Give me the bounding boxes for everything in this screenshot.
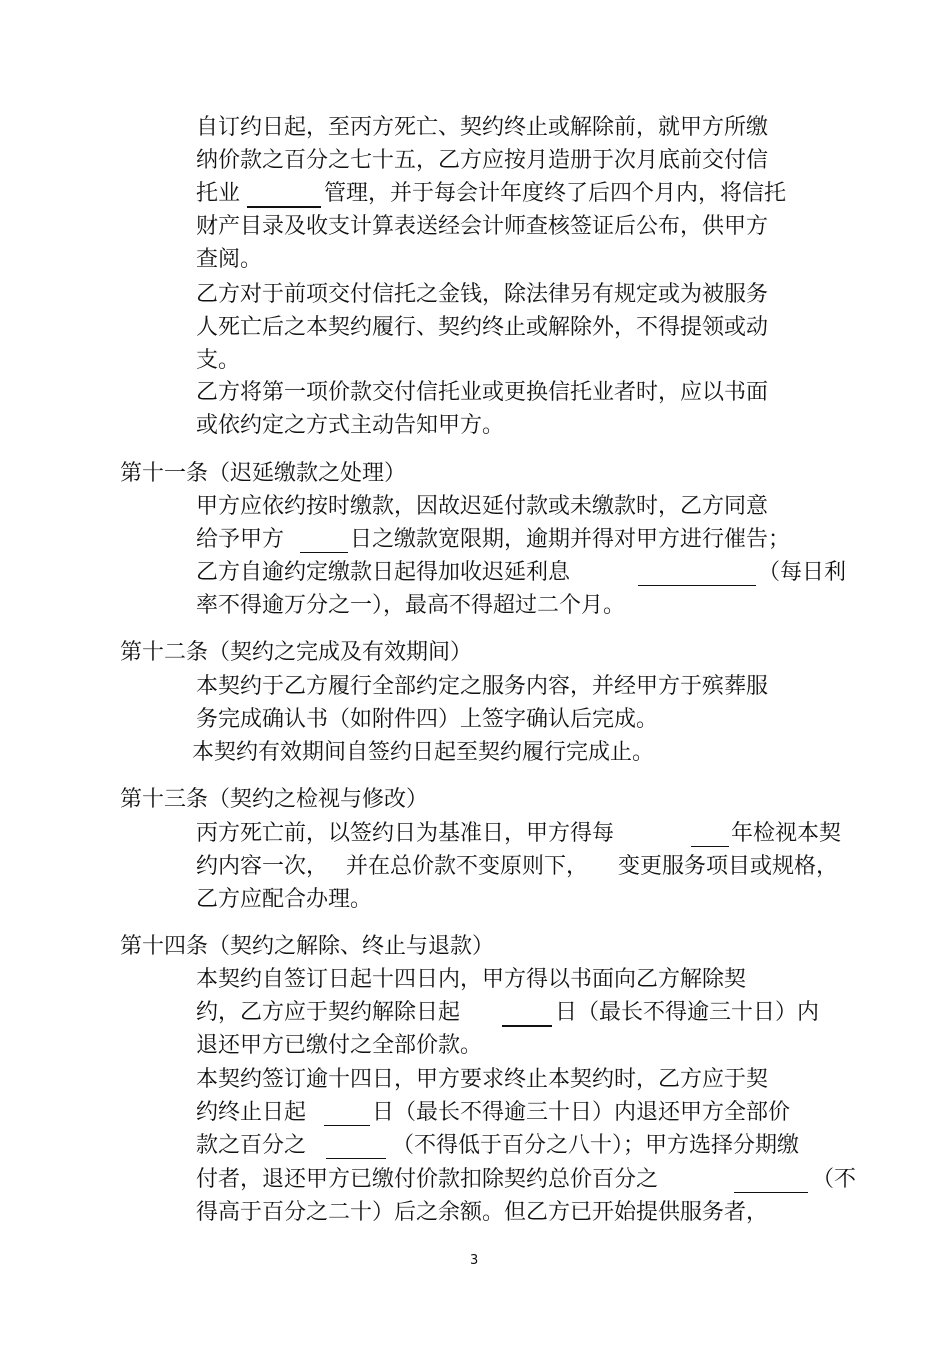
text-line: 管理，并于每会计年度终了后四个月内，将信托 bbox=[324, 181, 787, 206]
article-heading: 第十四条（契约之解除、终止与退款） bbox=[120, 934, 495, 959]
text-line: （不 bbox=[812, 1167, 857, 1192]
article-heading: 第十一条（迟延缴款之处理） bbox=[120, 461, 407, 486]
text-line: 约内容一次， bbox=[196, 854, 329, 879]
text-line: 乙方自逾约定缴款日起得加收迟延利息 bbox=[196, 560, 571, 585]
text-line: 人死亡后之本契约履行、契约终止或解除外，不得提领或动 bbox=[196, 315, 769, 340]
text-line: 乙方应配合办理。 bbox=[196, 887, 373, 912]
fill-blank bbox=[502, 1025, 552, 1027]
text-line: 付者，退还甲方已缴付价款扣除契约总价百分之 bbox=[196, 1167, 659, 1192]
text-line: 查阅。 bbox=[196, 247, 263, 272]
text-line: （每日利 bbox=[758, 560, 847, 585]
text-line: 财产目录及收支计算表送经会计师查核签证后公布，供甲方 bbox=[196, 214, 769, 239]
text-line: 变更服务项目或规格， bbox=[618, 854, 839, 879]
article-heading: 第十二条（契约之完成及有效期间） bbox=[120, 640, 473, 665]
text-line: 务完成确认书（如附件四）上签字确认后完成。 bbox=[196, 707, 659, 732]
page-number: 3 bbox=[470, 1253, 479, 1268]
fill-blank bbox=[734, 1192, 808, 1193]
text-line: 本契约自签订日起十四日内，甲方得以书面向乙方解除契 bbox=[196, 967, 747, 992]
text-line: 约终止日起 bbox=[196, 1100, 307, 1125]
text-line: 本契约签订逾十四日，甲方要求终止本契约时，乙方应于契 bbox=[196, 1067, 769, 1092]
text-line: 率不得逾万分之一），最高不得超过二个月。 bbox=[196, 593, 626, 618]
fill-blank bbox=[691, 846, 729, 847]
fill-blank bbox=[638, 585, 756, 586]
text-line: 或依约定之方式主动告知甲方。 bbox=[196, 413, 505, 438]
text-line: 甲方应依约按时缴款，因故迟延付款或未缴款时，乙方同意 bbox=[196, 494, 769, 519]
text-line: 日（最长不得逾三十日）内退还甲方全部价 bbox=[372, 1100, 791, 1125]
fill-blank bbox=[300, 552, 348, 553]
text-line: 款之百分之 bbox=[196, 1133, 307, 1158]
fill-blank bbox=[326, 1158, 386, 1159]
text-line: 本契约于乙方履行全部约定之服务内容，并经甲方于殡葬服 bbox=[196, 674, 769, 699]
text-line: 日（最长不得逾三十日）内 bbox=[555, 1000, 820, 1025]
text-line: 本契约有效期间自签约日起至契约履行完成止。 bbox=[192, 740, 655, 765]
fill-blank bbox=[247, 206, 321, 208]
text-line: 约，乙方应于契约解除日起 bbox=[196, 1000, 461, 1025]
text-line: 得高于百分之二十）后之余额。但乙方已开始提供服务者， bbox=[196, 1200, 769, 1225]
text-line: （不得低于百分之八十）；甲方选择分期缴 bbox=[392, 1133, 800, 1158]
text-line: 纳价款之百分之七十五，乙方应按月造册于次月底前交付信 bbox=[196, 148, 769, 173]
fill-blank bbox=[324, 1125, 370, 1126]
text-line: 乙方将第一项价款交付信托业或更换信托业者时，应以书面 bbox=[196, 380, 769, 405]
text-line: 乙方对于前项交付信托之金钱，除法律另有规定或为被服务 bbox=[196, 282, 769, 307]
text-line: 支。 bbox=[196, 348, 241, 373]
text-line: 托业 bbox=[196, 181, 241, 206]
text-line: 并在总价款不变原则下， bbox=[346, 854, 589, 879]
text-line: 给予甲方 bbox=[196, 527, 285, 552]
text-line: 自订约日起，至丙方死亡、契约终止或解除前，就甲方所缴 bbox=[196, 115, 769, 140]
text-line: 年检视本契 bbox=[731, 821, 842, 846]
text-line: 日之缴款宽限期，逾期并得对甲方进行催告； bbox=[350, 527, 791, 552]
text-line: 丙方死亡前，以签约日为基准日，甲方得每 bbox=[196, 821, 615, 846]
text-line: 退还甲方已缴付之全部价款。 bbox=[196, 1033, 483, 1058]
article-heading: 第十三条（契约之检视与修改） bbox=[120, 787, 429, 812]
